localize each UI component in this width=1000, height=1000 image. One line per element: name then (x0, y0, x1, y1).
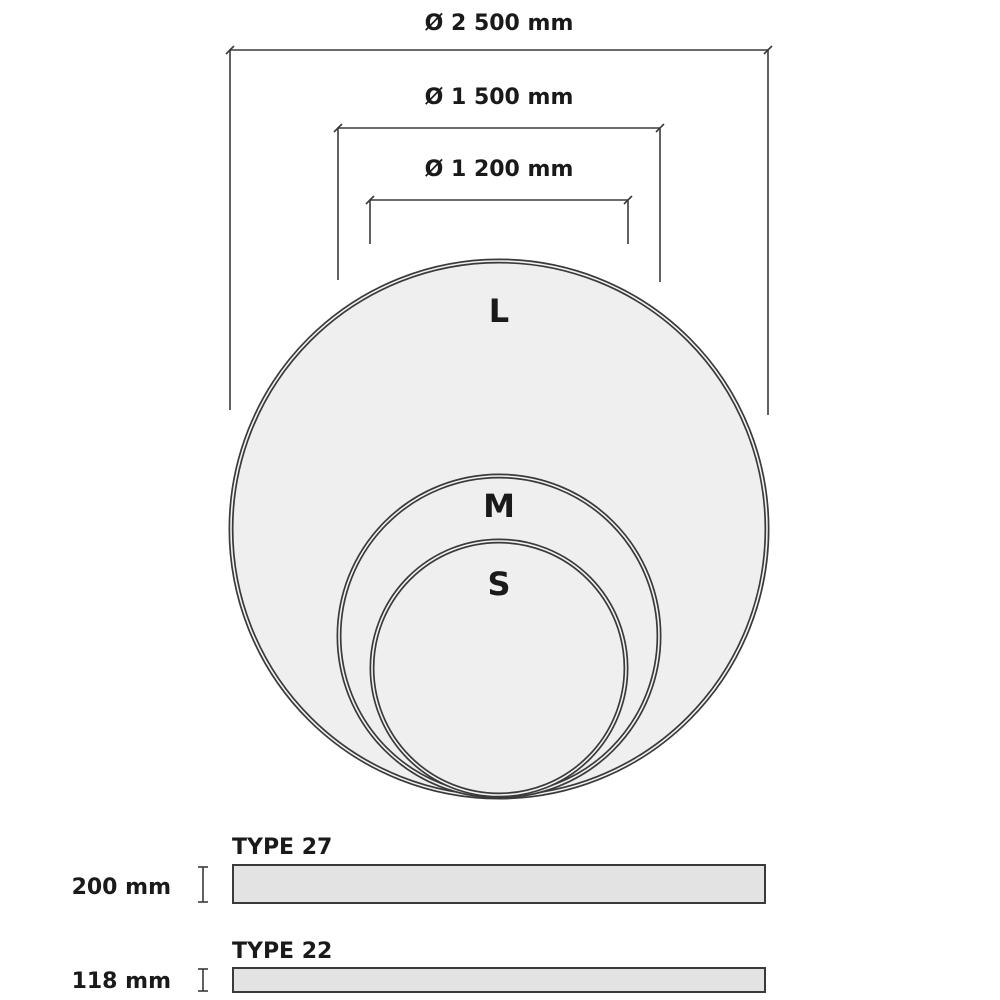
size-label-medium: M (483, 487, 515, 525)
type-27-profile (72, 835, 765, 903)
height-indicator (198, 867, 208, 902)
height-label: 200 mm (71, 875, 171, 900)
size-label-large: L (488, 292, 510, 330)
size-label-small: S (487, 565, 511, 603)
slab-profile (233, 968, 765, 992)
dimension-line-1200 (370, 200, 628, 244)
dimension-label-1500: Ø 1 500 mm (424, 85, 574, 110)
dimension-1500 (334, 85, 664, 282)
dimension-label-2500: Ø 2 500 mm (424, 11, 574, 36)
dimension-label-1200: Ø 1 200 mm (424, 157, 574, 182)
type-22-profile (72, 939, 765, 994)
slab-profile (233, 865, 765, 903)
circle-small (372, 541, 626, 795)
height-label: 118 mm (71, 969, 171, 994)
type-label: TYPE 22 (232, 939, 333, 964)
height-indicator (198, 969, 208, 991)
dimension-1200 (366, 157, 632, 244)
type-label: TYPE 27 (232, 835, 333, 860)
